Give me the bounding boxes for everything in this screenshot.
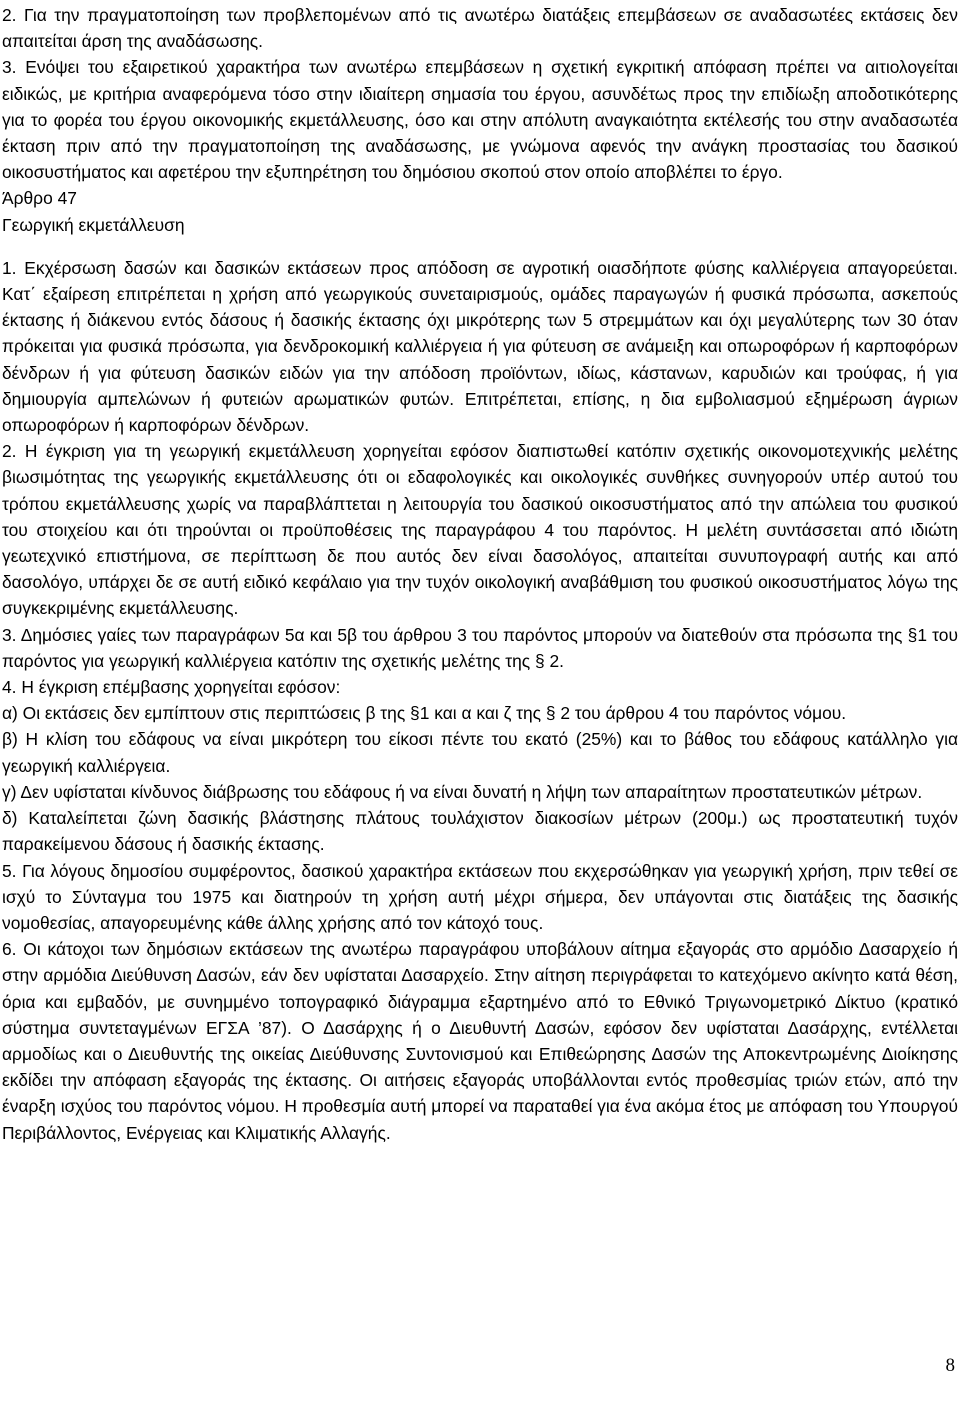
article-paragraph-2: 2. Η έγκριση για τη γεωργική εκμετάλλευση χορηγείται εφόσον διαπιστωθεί κατόπιν σχετικής οικονομοτεχνικής μελέτης βιωσιμότητας της γεωργικής εκμετάλλευσης ότι οι εδαφολογικές και οικολογικές συνθήκες συνηγορούν υπέρ αυτού του τρόπου εκμετάλλευσης χωρίς να παραβλάπτεται η λειτουργία του δασικού οικοσυστήματος από την απώλεια του φυσικού του στοιχείου και ότι τηρούνται οι προϋποθέσεις της παραγράφου 4 του παρόντος. Η μελέτη συντάσσεται από ιδιώτη γεωτεχνικό επιστήμονα, σε περίπτωση δε που αυτός δεν είναι δασολόγος, απαιτείται συνυπογραφή αυτής και από δασολόγο, υπάρχει δε σε αυτή ειδικό κεφάλαιο για την τυχόν οικολογική αναβάθμιση του φυσικού οικοσυστήματος λόγω της συγκεκριμένης εκμετάλλευσης. (2, 441, 958, 619)
article-paragraph-1: 1. Εκχέρσωση δασών και δασικών εκτάσεων προς απόδοση σε αγροτική οιασδήποτε φύσης καλλιέργεια απαγορεύεται. Κατ΄ εξαίρεση επιτρέπεται η χρήση από γεωργικούς συνεταιρισμούς, ομάδες παραγωγών ή φυσικά πρόσωπα, ασκεπούς έκτασης ή διάκενου εντός δάσους ή δασικής έκτασης όχι μικρότερης των 5 στρεμμάτων και όχι μεγαλύτερης των 30 όταν πρόκειται για φυσικά πρόσωπα, για δενδροκομική καλλιέργεια ή για φύτευση σε ανάμειξη και οπωροφόρων ή καρποφόρων δένδρων ή για φύτευση δασικών ειδών για την απόδοση προϊόντων, ιδίως, κάστανων, καρυδιών και τρούφας, ή για δημιουργία αμπελώνων ή φυτειών αρωματικών φυτών. Επιτρέπεται, επίσης, η δια εμβολιασμού εξημέρωση άγριων οπωροφόρων ή καρποφόρων δένδρων. (2, 257, 958, 436)
page-number: 8 (945, 1355, 955, 1376)
paragraph-2-top: 2. Για την πραγματοποίηση των προβλεπομένων από τις ανωτέρω διατάξεις επεμβάσεων σε αναδασωτέες εκτάσεις δεν απαιτείται άρση της αναδάσωσης. (2, 5, 958, 52)
article-paragraph-4: 4. Η έγκριση επέμβασης χορηγείται εφόσον: (2, 677, 341, 698)
article-paragraph-4b: β) Η κλίση του εδάφους να είναι μικρότερη του είκοσι πέντε του εκατό (25%) και το βάθος του εδάφους κατάλληλο για γεωργική καλλιέργεια. (2, 729, 958, 776)
article-paragraph-6: 6. Οι κάτοχοι των δημόσιων εκτάσεων της ανωτέρω παραγράφου υποβάλουν αίτημα εξαγοράς στο αρμόδιο Δασαρχείο ή στην αρμόδια Διεύθυνση Δασών, εάν δεν υφίσταται Δασαρχείο. Στην αίτηση περιγράφεται το κατεχόμενο ακίνητο κατά θέση, όρια και εμβαδόν, με συνημμένο τοπογραφικό διάγραμμα εξαρτημένο από το Εθνικό Τριγωνομετρικό Δίκτυο (κρατικό σύστημα συντεταγμένων ΕΓΣΑ ’87). Ο Δασάρχης ή ο Διευθυντή Δασών, εφόσον δεν υφίσταται Δασάρχης, εντέλλεται αρμοδίως και ο Διευθυντής της οικείας Διεύθυνσης Συντονισμού και Επιθεώρησης Δασών της Αποκεντρωμένης Διοίκησης εκδίδει την απόφαση εξαγοράς της έκτασης. Οι αιτήσεις εξαγοράς υποβάλλονται εντός προθεσμίας τριών ετών, από την έναρξη ισχύος του παρόντος νόμου. Η προθεσμία αυτή μπορεί να παραταθεί για ένα ακόμα έτος με απόφαση του Υπουργού Περιβάλλοντος, Ενέργειας και Κλιματικής Αλλαγής. (2, 939, 958, 1143)
article-number: Άρθρο 47 (2, 188, 77, 209)
article-title: Γεωργική εκμετάλλευση (2, 214, 185, 235)
paragraph-3-top: 3. Ενόψει του εξαιρετικού χαρακτήρα των ανωτέρω επεμβάσεων η σχετική εγκριτική απόφαση πρέπει να αιτιολογείται ειδικώς, με κριτήρια αναφερόμενα τόσο στην ιδιαίτερη σημασία του έργου, ασυνδέτως προς την επιδίωξη αποδοτικότερης για το φορέα του έργου οικονομικής εκμετάλλευσης, όσο και στην απόλυτη αναγκαιότητα εκτέλεσής του στην αναδασωτέα έκταση πριν από την πραγματοποίηση της αναδάσωσης, με γνώμονα αφενός την ανάγκη προστασίας του δασικού οικοσυστήματος και αφετέρου την εξυπηρέτηση του δημόσιου σκοπού στον οποίο αποβλέπει το έργο. (2, 57, 958, 183)
article-paragraph-3: 3. Δημόσιες γαίες των παραγράφων 5α και 5β του άρθρου 3 του παρόντος μπορούν να διατεθούν στα πρόσωπα της §1 του παρόντος για γεωργική καλλιέργεια κατόπιν της σχετικής μελέτης της § 2. (2, 624, 958, 671)
article-paragraph-4d: δ) Καταλείπεται ζώνη δασικής βλάστησης πλάτους τουλάχιστον διακοσίων μέτρων (200μ.) ως προστατευτική τυχόν παρακείμενου δάσους ή δασικής έκτασης. (2, 808, 958, 855)
article-paragraph-4a: α) Οι εκτάσεις δεν εμπίπτουν στις περιπτώσεις β της §1 και α και ζ της § 2 του άρθρου 4 του παρόντος νόμου. (2, 703, 847, 724)
article-paragraph-5: 5. Για λόγους δημοσίου συμφέροντος, δασικού χαρακτήρα εκτάσεων που εκχερσώθηκαν για γεωργική χρήση, πριν τεθεί σε ισχύ το Σύνταγμα του 1975 και διατηρούν τη χρήση αυτή μέχρι σήμερα, δεν υπάγονται στις διατάξεις της δασικής νομοθεσίας, απαγορευμένης κάθε άλλης χρήσης από τον κάτοχό τους. (2, 860, 958, 933)
article-paragraph-4c: γ) Δεν υφίσταται κίνδυνος διάβρωσης του εδάφους ή να είναι δυνατή η λήψη των απαραίτητων προστατευτικών μέτρων. (2, 781, 923, 802)
